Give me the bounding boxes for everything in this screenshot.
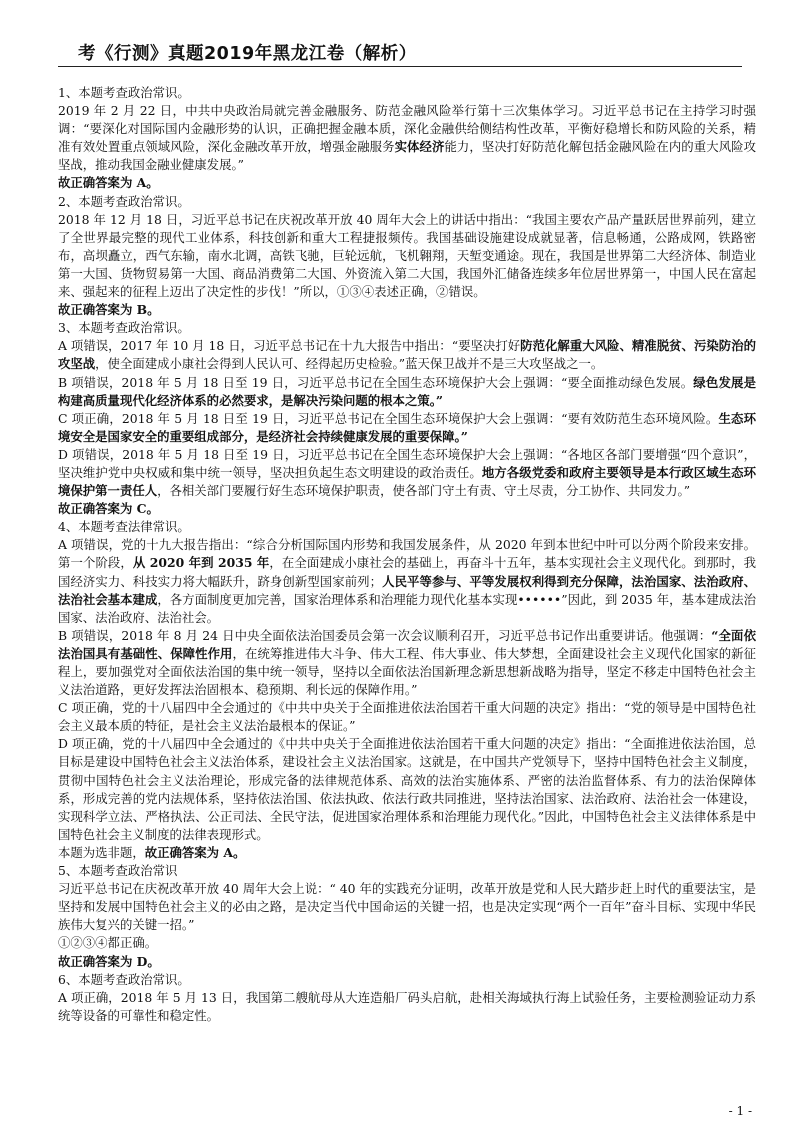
text-run: D 项错误，2018 年 5 月 18 日至 19 日，习近平总书记在全国生态环境保护大会上强调：“各地区各部门要增强“四个意识”，坚决维护党中央权威和集中统一领导，坚决担负起生态文明建设的政治责任。: [58, 446, 756, 480]
text-run: 4、本题考查法律常识。: [58, 519, 190, 535]
paragraph: [58, 337, 756, 373]
text-run: 2、本题考查政治常识。: [58, 193, 190, 209]
text-run: 本题为选非题，: [58, 844, 145, 860]
text-run: 6、本题考查政治常识。: [58, 971, 190, 987]
page-title: 考《行测》真题2019年黑龙江卷（解析）: [78, 44, 417, 64]
paragraph: [58, 536, 756, 626]
text-run: ①②③④都正确。: [58, 935, 158, 951]
paragraph: [58, 735, 756, 844]
text-run: ，在统筹推进伟大斗争、伟大工程、伟大事业、伟大梦想，全面建设社会主义现代化国家的新征程上，要加强党对全面依法治国的集中统一领导，坚持以全面依法治国新理念新思想新战略为指导，坚定不移走中国特色社会主义法治道路，更好发挥法治固根本、稳预期、利长远的保障作用。”: [58, 645, 757, 698]
text-run: A 项错误，2017 年 10 月 18 日，习近平总书记在十九大报告中指出：“要坚决打好: [58, 338, 521, 354]
paragraph: [58, 699, 756, 735]
text-run: 习近平总书记在庆祝改革开放 40 周年大会上说：“ 40 年的实践充分证明，改革开放是党和人民大踏步赶上时代的重要法宝，是坚持和发展中国特色社会主义的必由之路，是决定当代中国命运的关键一招，也是决定实现“两个一百年”奋斗目标、实现中华民族伟大复兴的关键一招。”: [58, 881, 756, 933]
paragraph: [58, 84, 756, 102]
paragraph: [58, 844, 756, 862]
paragraph: [58, 193, 756, 211]
text-run: ，各方面制度更加完善，国家治理体系和治理能力现代化基本实现••••••”因此，到 2035 年，基本建成法治国家、法治政府、法治社会。: [58, 591, 756, 625]
bold-text: 人民平等参与、平等发展权利得到充分保障，法治国家、法治政府、法治社会基本建成: [58, 573, 756, 607]
answer-line: [58, 953, 756, 971]
bold-text: “全面依法治国具有基础性、保障性作用: [58, 627, 756, 661]
text-run: B 项错误，2018 年 8 月 24 日中央全面依法治国委员会第一次会议顺利召开，习近平总书记作出重要讲话。他强调：: [58, 627, 712, 643]
text-run: 3、本题考查政治常识。: [58, 320, 190, 336]
text-run: 故正确答案为 B。: [58, 302, 160, 318]
paragraph: [58, 410, 756, 446]
text-run: 5、本题考查政治常识: [58, 863, 178, 879]
text-run: 能力，坚决打好防范化解包括金融风险在内的重大风险攻坚战，推动我国金融业健康发展。”: [58, 139, 757, 173]
text-run: 2018 年 12 月 18 日，习近平总书记在庆祝改革开放 40 周年大会上的讲话中指出：“我国主要农产品产量跃居世界前列，建立了全世界最完整的现代工业体系，科技创新和重大工程捷报频传。我国基础设施建设成就显著，信息畅通，公路成网，铁路密布，高坝矗立，西气东输，南水北调，高铁飞驰，巨轮远航，飞机翱翔，天堑变通途。现在，我国是世界第二大经济体、制造业第一大国、货物贸易第一大国、商品消费第二大国、外资流入第二大国，我国外汇储备连续多年位居世界第一，中国人民在富起来、强起来的征程上迈出了决定性的步伐！”所以，①③④表述正确，②错误。: [58, 211, 756, 300]
text-run: 故正确答案为 A。: [58, 175, 159, 191]
title-rule: [58, 66, 742, 67]
text-run: ，在全面建成小康社会的基础上，再奋斗十五年，基本实现社会主义现代化。到那时，我国经济实力、科技实力将大幅跃升，跻身创新型国家前列；: [58, 555, 757, 589]
paragraph: [58, 934, 756, 952]
paragraph: [58, 862, 756, 880]
text-run: ，使全面建成小康社会得到人民认可、经得起历史检验。”蓝天保卫战并不是三大攻坚战之一。: [95, 356, 604, 372]
bold-text: 实体经济: [394, 139, 445, 155]
text-run: B 项错误，2018 年 5 月 18 日至 19 日，习近平总书记在全国生态环境保护大会上强调：“要全面推动绿色发展。: [58, 374, 694, 390]
text-run: 1、本题考查政治常识。: [58, 85, 190, 100]
bold-text: 从 2020 年到 2035 年: [132, 555, 270, 571]
answer-line: [58, 174, 756, 192]
text-run: A 项错误，党的十九大报告指出：“综合分析国际国内形势和我国发展条件，从 2020 年到本世纪中叶可以分两个阶段来安排。第一个阶段，: [58, 537, 756, 571]
text-run: A 项正确，2018 年 5 月 13 日，我国第二艘航母从大连造船厂码头启航，赴相关海域执行海上试验任务，主要检测验证动力系统等设备的可靠性和稳定性。: [58, 989, 756, 1023]
answer-line: [58, 500, 756, 518]
paragraph: [58, 627, 756, 699]
paragraph: [58, 319, 756, 337]
paragraph: [58, 211, 756, 301]
paragraph: [58, 971, 756, 989]
paragraph: [58, 880, 756, 934]
paragraph: [58, 989, 756, 1025]
text-run: D 项正确，党的十八届四中全会通过的《中共中央关于全面推进依法治国若干重大问题的决定》指出：“全面推进依法治国，总目标是建设中国特色社会主义法治体系，建设社会主义法治国家。这就是，在中国共产党领导下，坚持中国特色社会主义制度，贯彻中国特色社会主义法治理论，形成完备的法律规范体系、高效的法治实施体系、严密的法治监督体系、有力的法治保障体系，形成完善的党内法规体系，坚持依法治国、依法执政、依法行政共同推进，坚持法治国家、法治政府、法治社会一体建设，实现科学立法、严格执法、公正司法、全民守法，促进国家治理体系和治理能力现代化。”因此，中国特色社会主义法律体系是中国特色社会主义制度的法律表现形式。: [58, 736, 756, 842]
bold-text: 绿色发展是构建高质量现代化经济体系的必然要求，是解决污染问题的根本之策。”: [58, 374, 756, 408]
answer-line: [58, 301, 756, 319]
bold-text: 地方各级党委和政府主要领导是本行政区域生态环境保护第一责任人: [58, 464, 757, 499]
page-number: - 1 -: [728, 1104, 752, 1118]
text-run: ，各相关部门要履行好生态环境保护职责，使各部门守土有责、守土尽责，分工协作、共同发力。”: [157, 483, 691, 499]
paragraph: [58, 374, 756, 410]
paragraph: [58, 102, 756, 174]
text-run: 故正确答案为 D。: [58, 953, 160, 969]
text-run: 2019 年 2 月 22 日，中共中央政治局就完善金融服务、防范金融风险举行第十三次集体学习。习近平总书记在主持学习时强调：“要深化对国际国内金融形势的认识，正确把握金融本质，深化金融供给侧结构性改革，平衡好稳增长和防风险的关系，精准有效处置重点领域风险，深化金融改革开放，增强金融服务: [58, 103, 756, 155]
paragraph: [58, 518, 756, 536]
bold-text: 防范化解重大风险、精准脱贫、污染防治的攻坚战: [58, 338, 756, 372]
paragraph: [58, 446, 756, 500]
answer-explanations: [58, 84, 756, 1025]
text-run: C 项正确，党的十八届四中全会通过的《中共中央关于全面推进依法治国若干重大问题的决定》指出：“党的领导是中国特色社会主义最本质的特征，是社会主义法治最根本的保证。”: [58, 700, 756, 734]
bold-text: 生态环境安全是国家安全的重要组成部分，是经济社会持续健康发展的重要保障。”: [58, 410, 757, 444]
text-run: C 项正确，2018 年 5 月 18 日至 19 日，习近平总书记在全国生态环境保护大会上强调：“要有效防范生态环境风险。: [58, 410, 719, 426]
bold-text: 故正确答案为 A。: [144, 844, 246, 860]
text-run: 故正确答案为 C。: [58, 501, 159, 517]
